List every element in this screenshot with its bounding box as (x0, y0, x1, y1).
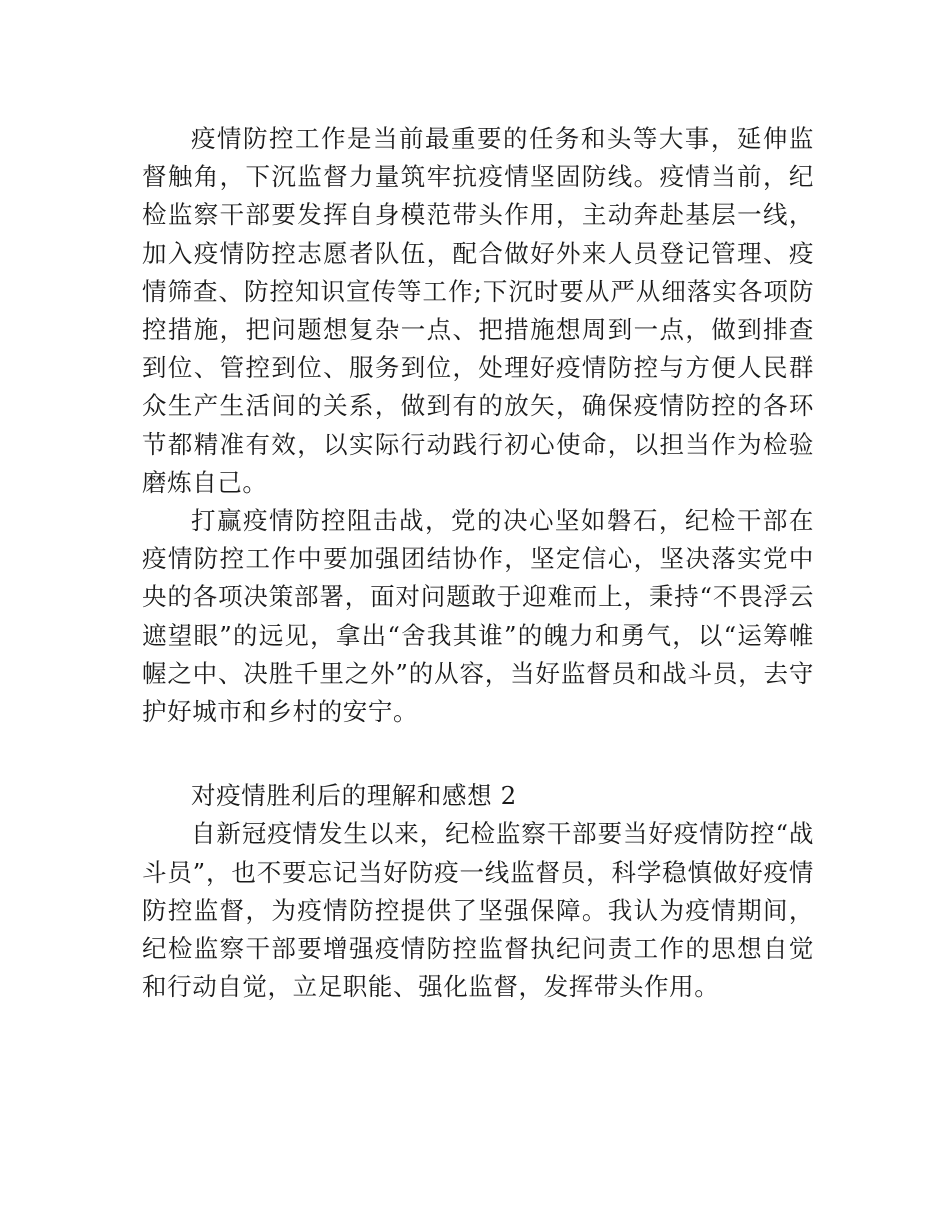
document-body (142, 120, 814, 1006)
body-paragraph-2: 打赢疫情防控阻击战，党的决心坚如磐石，纪检干部在疫情防控工作中要加强团结协作，坚定信心，坚决落实党中央的各项决策部署，面对问题敢于迎难而上，秉持“不畏浮云遮望眼”的远见，拿出“舍我其谁”的魄力和勇气，以“运筹帷幄之中、决胜千里之外”的从容，当好监督员和战斗员，去守护好城市和乡村的安宁。 (142, 506, 814, 727)
section-title: 对疫情胜利后的理解和感想 2 (191, 781, 517, 811)
section-paragraph: 自新冠疫情发生以来，纪检监察干部要当好疫情防控“战斗员”，也不要忘记当好防疫一线监督员，科学稳慎做好疫情防控监督，为疫情防控提供了坚强保障。我认为疫情期间，纪检监察干部要增强疫情防控监督执纪问责工作的思想自觉和行动自觉，立足职能、强化监督，发挥带头作用。 (142, 819, 814, 1002)
body-paragraph-1: 疫情防控工作是当前最重要的任务和头等大事，延伸监督触角，下沉监督力量筑牢抗疫情坚固防线。疫情当前，纪检监察干部要发挥自身模范带头作用，主动奔赴基层一线，加入疫情防控志愿者队伍，配合做好外来人员登记管理、疫情筛查、防控知识宣传等工作;下沉时要从严从细落实各项防控措施，把问题想复杂一点、把措施想周到一点，做到排查到位、管控到位、服务到位，处理好疫情防控与方便人民群众生产生活间的关系，做到有的放矢，确保疫情防控的各环节都精准有效，以实际行动践行初心使命，以担当作为检验磨炼自己。 (142, 124, 814, 497)
